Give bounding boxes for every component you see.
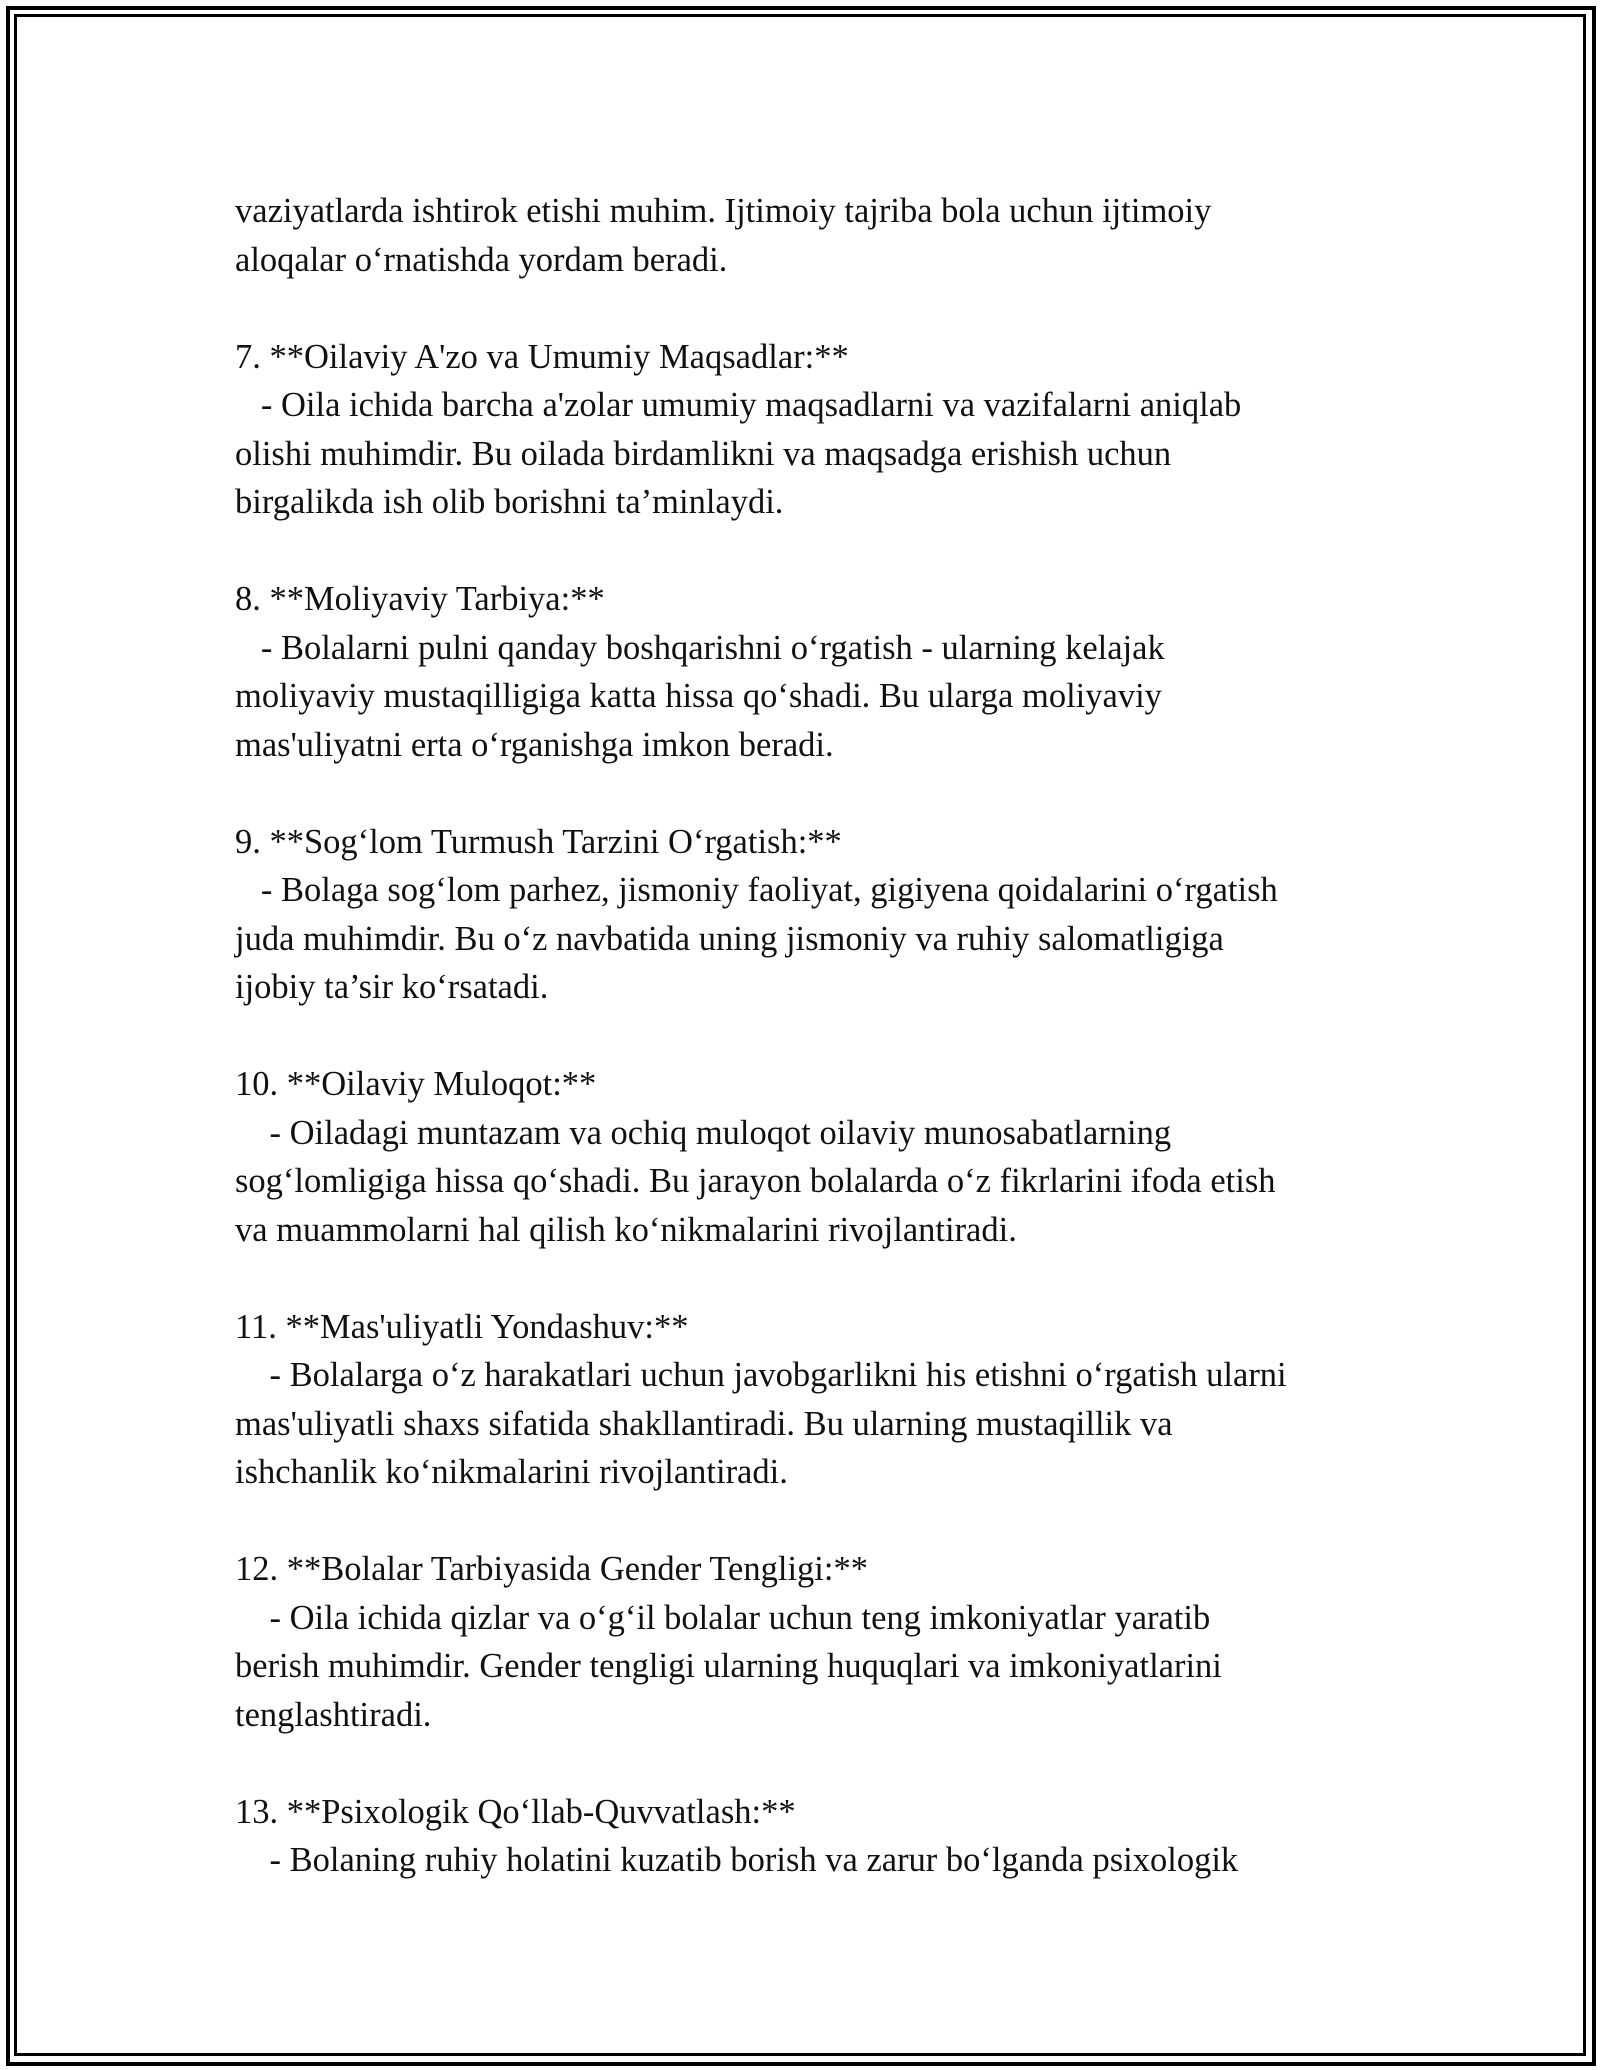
paragraph-gap	[235, 527, 1415, 576]
paragraph-gap	[235, 1739, 1415, 1788]
text-line: ijobiy ta’sir ko‘rsatadi.	[235, 968, 549, 1006]
section-13	[235, 1788, 1415, 1885]
section-7	[235, 333, 1415, 527]
text-line: - Bolaning ruhiy holatini kuzatib borish va zarur bo‘lganda psixologik	[235, 1841, 1239, 1879]
text-line: birgalikda ish olib borishni ta’minlaydi.	[235, 483, 784, 521]
section-10	[235, 1060, 1415, 1254]
text-line: - Bolalarga o‘z harakatlari uchun javobgarlikni his etishni o‘rgatish ularni	[235, 1356, 1287, 1394]
intro-paragraph	[235, 187, 1415, 284]
section-9	[235, 818, 1415, 1012]
section-heading: 8. **Moliyaviy Tarbiya:**	[235, 580, 605, 618]
text-line: - Oila ichida qizlar va o‘g‘il bolalar uchun teng imkoniyatlar yaratib	[235, 1598, 1211, 1637]
text-line: olishi muhimdir. Bu oilada birdamlikni va maqsadga erishish uchun	[235, 434, 1172, 473]
section-heading: 9. **Sog‘lom Turmush Tarzini O‘rgatish:**	[235, 822, 842, 861]
text-line: - Oiladagi muntazam va ochiq muloqot oilaviy munosabatlarning	[235, 1113, 1172, 1152]
section-heading: 13. **Psixologik Qo‘llab-Quvvatlash:**	[235, 1792, 796, 1831]
text-line: va muammolarni hal qilish ko‘nikmalarini rivojlantiradi.	[235, 1210, 1017, 1249]
text-line: - Bolaga sog‘lom parhez, jismoniy faoliyat, gigiyena qoidalarini o‘rgatish	[235, 871, 1278, 909]
text-line: - Oila ichida barcha a'zolar umumiy maqsadlarni va vazifalarni aniqlab	[235, 386, 1242, 424]
text-line: juda muhimdir. Bu o‘z navbatida uning jismoniy va ruhiy salomatligiga	[235, 919, 1224, 958]
text-line: berish muhimdir. Gender tengligi ularning huquqlari va imkoniyatlarini	[235, 1647, 1222, 1685]
paragraph-gap	[235, 1497, 1415, 1546]
text-line: - Bolalarni pulni qanday boshqarishni o‘rgatish - ularning kelajak	[235, 628, 1165, 667]
section-8	[235, 575, 1415, 769]
paragraph-gap	[235, 769, 1415, 818]
section-12	[235, 1545, 1415, 1739]
paragraph-gap	[235, 284, 1415, 333]
section-heading: 12. **Bolalar Tarbiyasida Gender Tengligi:**	[235, 1550, 868, 1588]
text-line: sog‘lomligiga hissa qo‘shadi. Bu jarayon bolalarda o‘z fikrlarini ifoda etish	[235, 1162, 1276, 1200]
paragraph-gap	[235, 1012, 1415, 1061]
text-line: mas'uliyatni erta o‘rganishga imkon beradi.	[235, 725, 834, 764]
text-line: ishchanlik ko‘nikmalarini rivojlantiradi.	[235, 1453, 788, 1491]
section-11	[235, 1303, 1415, 1497]
text-line: tenglashtiradi.	[235, 1695, 432, 1734]
section-heading: 7. **Oilaviy A'zo va Umumiy Maqsadlar:**	[235, 337, 849, 376]
text-line: mas'uliyatli shaxs sifatida shakllantiradi. Bu ularning mustaqillik va	[235, 1404, 1173, 1443]
paragraph-gap	[235, 1254, 1415, 1303]
section-heading: 11. **Mas'uliyatli Yondashuv:**	[235, 1307, 689, 1346]
section-heading: 10. **Oilaviy Muloqot:**	[235, 1065, 597, 1103]
text-line: aloqalar o‘rnatishda yordam beradi.	[235, 240, 728, 279]
text-line: vaziyatlarda ishtirok etishi muhim. Ijtimoiy tajriba bola uchun ijtimoiy	[235, 192, 1212, 230]
text-line: moliyaviy mustaqilligiga katta hissa qo‘shadi. Bu ularga moliyaviy	[235, 677, 1162, 715]
document-body	[235, 187, 1415, 1885]
